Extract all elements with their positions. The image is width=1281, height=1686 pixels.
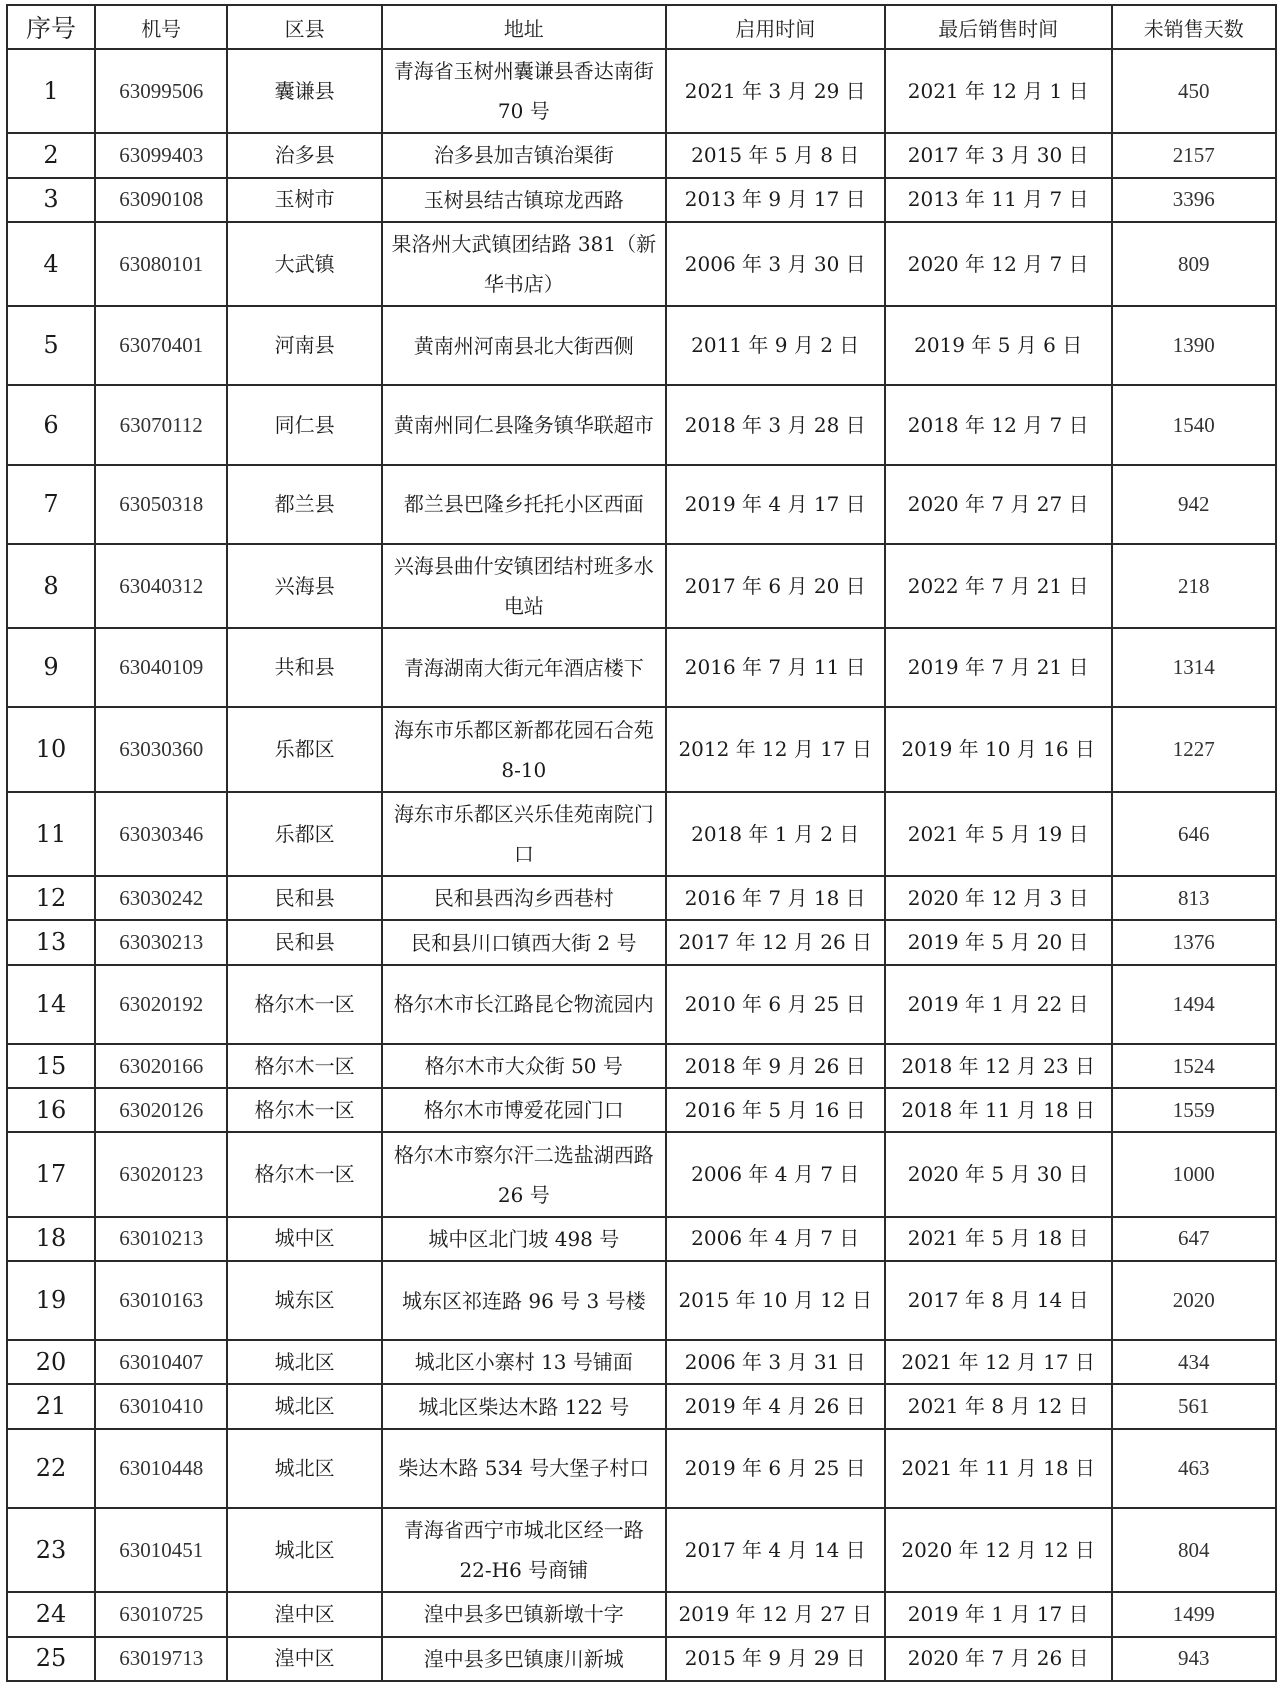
cell-district: 河南县 xyxy=(227,306,382,385)
cell-last-sale-date: 2020 年 7 月 26 日 xyxy=(885,1637,1112,1682)
cell-district: 乐都区 xyxy=(227,792,382,876)
cell-seq: 14 xyxy=(7,965,95,1044)
cell-unsold-days: 1494 xyxy=(1112,965,1276,1044)
cell-seq: 8 xyxy=(7,544,95,628)
cell-start-date: 2018 年 9 月 26 日 xyxy=(666,1044,885,1088)
cell-unsold-days: 804 xyxy=(1112,1508,1276,1592)
cell-address: 湟中县多巴镇新墩十字 xyxy=(382,1592,666,1636)
cell-address: 民和县西沟乡西巷村 xyxy=(382,876,666,920)
cell-machine-no: 63030360 xyxy=(95,707,227,791)
cell-district: 城北区 xyxy=(227,1384,382,1428)
table-row xyxy=(7,1384,1276,1428)
cell-machine-no: 63019713 xyxy=(95,1637,227,1682)
cell-district: 城北区 xyxy=(227,1429,382,1508)
table-row xyxy=(7,1217,1276,1261)
table-row xyxy=(7,792,1276,876)
cell-district: 大武镇 xyxy=(227,222,382,306)
cell-address: 城东区祁连路 96 号 3 号楼 xyxy=(382,1261,666,1340)
cell-start-date: 2015 年 5 月 8 日 xyxy=(666,133,885,177)
cell-start-date: 2017 年 12 月 26 日 xyxy=(666,920,885,964)
table-body xyxy=(7,49,1276,1681)
cell-address: 城北区小寨村 13 号铺面 xyxy=(382,1340,666,1384)
cell-address: 格尔木市察尔汗二选盐湖西路 26 号 xyxy=(382,1132,666,1216)
cell-seq: 11 xyxy=(7,792,95,876)
cell-unsold-days: 1000 xyxy=(1112,1132,1276,1216)
table-row xyxy=(7,1592,1276,1636)
cell-address: 城中区北门坡 498 号 xyxy=(382,1217,666,1261)
cell-seq: 17 xyxy=(7,1132,95,1216)
cell-start-date: 2018 年 3 月 28 日 xyxy=(666,385,885,464)
cell-address: 玉树县结古镇琼龙西路 xyxy=(382,178,666,222)
cell-district: 同仁县 xyxy=(227,385,382,464)
cell-unsold-days: 1559 xyxy=(1112,1088,1276,1132)
cell-unsold-days: 450 xyxy=(1112,49,1276,133)
cell-seq: 1 xyxy=(7,49,95,133)
header-last-sale-date: 最后销售时间 xyxy=(885,5,1112,49)
cell-district: 民和县 xyxy=(227,920,382,964)
cell-district: 乐都区 xyxy=(227,707,382,791)
cell-district: 玉树市 xyxy=(227,178,382,222)
cell-last-sale-date: 2019 年 5 月 6 日 xyxy=(885,306,1112,385)
cell-last-sale-date: 2020 年 12 月 7 日 xyxy=(885,222,1112,306)
cell-seq: 25 xyxy=(7,1637,95,1682)
cell-unsold-days: 1314 xyxy=(1112,628,1276,707)
table-row xyxy=(7,1508,1276,1592)
cell-last-sale-date: 2019 年 1 月 22 日 xyxy=(885,965,1112,1044)
table-row xyxy=(7,1044,1276,1088)
cell-last-sale-date: 2019 年 10 月 16 日 xyxy=(885,707,1112,791)
cell-district: 共和县 xyxy=(227,628,382,707)
cell-unsold-days: 1390 xyxy=(1112,306,1276,385)
cell-start-date: 2019 年 4 月 17 日 xyxy=(666,465,885,544)
cell-address: 治多县加吉镇治渠街 xyxy=(382,133,666,177)
cell-last-sale-date: 2019 年 7 月 21 日 xyxy=(885,628,1112,707)
cell-last-sale-date: 2018 年 11 月 18 日 xyxy=(885,1088,1112,1132)
cell-start-date: 2015 年 9 月 29 日 xyxy=(666,1637,885,1682)
cell-unsold-days: 2020 xyxy=(1112,1261,1276,1340)
cell-machine-no: 63099506 xyxy=(95,49,227,133)
header-unsold-days: 未销售天数 xyxy=(1112,5,1276,49)
cell-start-date: 2010 年 6 月 25 日 xyxy=(666,965,885,1044)
cell-last-sale-date: 2020 年 5 月 30 日 xyxy=(885,1132,1112,1216)
cell-seq: 7 xyxy=(7,465,95,544)
table-row xyxy=(7,628,1276,707)
cell-unsold-days: 218 xyxy=(1112,544,1276,628)
cell-unsold-days: 3396 xyxy=(1112,178,1276,222)
cell-machine-no: 63070401 xyxy=(95,306,227,385)
cell-address: 果洛州大武镇团结路 381（新华书店） xyxy=(382,222,666,306)
cell-machine-no: 63020166 xyxy=(95,1044,227,1088)
cell-machine-no: 63010410 xyxy=(95,1384,227,1428)
cell-district: 格尔木一区 xyxy=(227,1088,382,1132)
cell-start-date: 2012 年 12 月 17 日 xyxy=(666,707,885,791)
cell-address: 格尔木市大众街 50 号 xyxy=(382,1044,666,1088)
cell-last-sale-date: 2021 年 8 月 12 日 xyxy=(885,1384,1112,1428)
cell-last-sale-date: 2017 年 3 月 30 日 xyxy=(885,133,1112,177)
cell-address: 黄南州同仁县隆务镇华联超市 xyxy=(382,385,666,464)
cell-start-date: 2017 年 6 月 20 日 xyxy=(666,544,885,628)
cell-machine-no: 63010725 xyxy=(95,1592,227,1636)
cell-machine-no: 63070112 xyxy=(95,385,227,464)
table-row xyxy=(7,1261,1276,1340)
cell-unsold-days: 561 xyxy=(1112,1384,1276,1428)
cell-last-sale-date: 2021 年 12 月 1 日 xyxy=(885,49,1112,133)
cell-machine-no: 63080101 xyxy=(95,222,227,306)
table-row xyxy=(7,1429,1276,1508)
cell-seq: 16 xyxy=(7,1088,95,1132)
cell-machine-no: 63030213 xyxy=(95,920,227,964)
cell-machine-no: 63040109 xyxy=(95,628,227,707)
cell-unsold-days: 1376 xyxy=(1112,920,1276,964)
cell-seq: 3 xyxy=(7,178,95,222)
table-row xyxy=(7,222,1276,306)
table-row xyxy=(7,49,1276,133)
cell-machine-no: 63040312 xyxy=(95,544,227,628)
table-row xyxy=(7,1088,1276,1132)
cell-unsold-days: 434 xyxy=(1112,1340,1276,1384)
cell-last-sale-date: 2018 年 12 月 23 日 xyxy=(885,1044,1112,1088)
cell-last-sale-date: 2020 年 12 月 12 日 xyxy=(885,1508,1112,1592)
cell-address: 民和县川口镇西大街 2 号 xyxy=(382,920,666,964)
cell-unsold-days: 1540 xyxy=(1112,385,1276,464)
cell-district: 治多县 xyxy=(227,133,382,177)
cell-machine-no: 63050318 xyxy=(95,465,227,544)
table-row xyxy=(7,876,1276,920)
cell-district: 都兰县 xyxy=(227,465,382,544)
cell-seq: 22 xyxy=(7,1429,95,1508)
table-row xyxy=(7,1340,1276,1384)
cell-last-sale-date: 2013 年 11 月 7 日 xyxy=(885,178,1112,222)
cell-start-date: 2016 年 7 月 11 日 xyxy=(666,628,885,707)
cell-last-sale-date: 2019 年 5 月 20 日 xyxy=(885,920,1112,964)
cell-seq: 21 xyxy=(7,1384,95,1428)
cell-start-date: 2006 年 3 月 30 日 xyxy=(666,222,885,306)
cell-unsold-days: 813 xyxy=(1112,876,1276,920)
cell-start-date: 2019 年 6 月 25 日 xyxy=(666,1429,885,1508)
cell-address: 青海省西宁市城北区经一路 22-H6 号商铺 xyxy=(382,1508,666,1592)
cell-seq: 10 xyxy=(7,707,95,791)
cell-unsold-days: 2157 xyxy=(1112,133,1276,177)
cell-start-date: 2021 年 3 月 29 日 xyxy=(666,49,885,133)
cell-start-date: 2016 年 7 月 18 日 xyxy=(666,876,885,920)
header-seq: 序号 xyxy=(7,5,95,49)
cell-seq: 23 xyxy=(7,1508,95,1592)
cell-district: 民和县 xyxy=(227,876,382,920)
cell-district: 兴海县 xyxy=(227,544,382,628)
table-row xyxy=(7,178,1276,222)
cell-seq: 12 xyxy=(7,876,95,920)
cell-start-date: 2018 年 1 月 2 日 xyxy=(666,792,885,876)
cell-district: 城中区 xyxy=(227,1217,382,1261)
cell-unsold-days: 942 xyxy=(1112,465,1276,544)
cell-unsold-days: 943 xyxy=(1112,1637,1276,1682)
cell-unsold-days: 1499 xyxy=(1112,1592,1276,1636)
header-district: 区县 xyxy=(227,5,382,49)
cell-unsold-days: 646 xyxy=(1112,792,1276,876)
table-row xyxy=(7,1637,1276,1682)
cell-last-sale-date: 2017 年 8 月 14 日 xyxy=(885,1261,1112,1340)
cell-start-date: 2006 年 4 月 7 日 xyxy=(666,1217,885,1261)
header-address: 地址 xyxy=(382,5,666,49)
cell-start-date: 2011 年 9 月 2 日 xyxy=(666,306,885,385)
cell-last-sale-date: 2020 年 12 月 3 日 xyxy=(885,876,1112,920)
cell-district: 城北区 xyxy=(227,1340,382,1384)
cell-district: 囊谦县 xyxy=(227,49,382,133)
cell-machine-no: 63030346 xyxy=(95,792,227,876)
cell-start-date: 2015 年 10 月 12 日 xyxy=(666,1261,885,1340)
cell-address: 格尔木市长江路昆仑物流园内 xyxy=(382,965,666,1044)
cell-machine-no: 63010213 xyxy=(95,1217,227,1261)
cell-machine-no: 63010163 xyxy=(95,1261,227,1340)
cell-machine-no: 63010451 xyxy=(95,1508,227,1592)
cell-address: 黄南州河南县北大街西侧 xyxy=(382,306,666,385)
cell-seq: 6 xyxy=(7,385,95,464)
cell-district: 格尔木一区 xyxy=(227,965,382,1044)
cell-seq: 19 xyxy=(7,1261,95,1340)
cell-seq: 2 xyxy=(7,133,95,177)
table-row xyxy=(7,1132,1276,1216)
data-table xyxy=(6,4,1277,1682)
table-row xyxy=(7,920,1276,964)
cell-machine-no: 63099403 xyxy=(95,133,227,177)
cell-last-sale-date: 2018 年 12 月 7 日 xyxy=(885,385,1112,464)
cell-last-sale-date: 2021 年 12 月 17 日 xyxy=(885,1340,1112,1384)
cell-district: 城东区 xyxy=(227,1261,382,1340)
cell-machine-no: 63010407 xyxy=(95,1340,227,1384)
cell-unsold-days: 463 xyxy=(1112,1429,1276,1508)
cell-district: 格尔木一区 xyxy=(227,1132,382,1216)
cell-machine-no: 63020192 xyxy=(95,965,227,1044)
table-row xyxy=(7,707,1276,791)
cell-seq: 24 xyxy=(7,1592,95,1636)
table-row xyxy=(7,385,1276,464)
header-start-date: 启用时间 xyxy=(666,5,885,49)
cell-district: 湟中区 xyxy=(227,1592,382,1636)
cell-last-sale-date: 2021 年 5 月 18 日 xyxy=(885,1217,1112,1261)
cell-machine-no: 63020126 xyxy=(95,1088,227,1132)
header-row xyxy=(7,5,1276,49)
cell-address: 海东市乐都区兴乐佳苑南院门口 xyxy=(382,792,666,876)
cell-address: 格尔木市博爱花园门口 xyxy=(382,1088,666,1132)
cell-seq: 13 xyxy=(7,920,95,964)
cell-address: 柴达木路 534 号大堡子村口 xyxy=(382,1429,666,1508)
cell-seq: 18 xyxy=(7,1217,95,1261)
table-row xyxy=(7,465,1276,544)
cell-machine-no: 63090108 xyxy=(95,178,227,222)
cell-last-sale-date: 2021 年 5 月 19 日 xyxy=(885,792,1112,876)
cell-last-sale-date: 2022 年 7 月 21 日 xyxy=(885,544,1112,628)
table-row xyxy=(7,133,1276,177)
cell-address: 湟中县多巴镇康川新城 xyxy=(382,1637,666,1682)
cell-seq: 20 xyxy=(7,1340,95,1384)
cell-start-date: 2016 年 5 月 16 日 xyxy=(666,1088,885,1132)
cell-address: 青海省玉树州囊谦县香达南街 70 号 xyxy=(382,49,666,133)
cell-machine-no: 63010448 xyxy=(95,1429,227,1508)
cell-last-sale-date: 2019 年 1 月 17 日 xyxy=(885,1592,1112,1636)
cell-start-date: 2019 年 4 月 26 日 xyxy=(666,1384,885,1428)
cell-machine-no: 63020123 xyxy=(95,1132,227,1216)
cell-start-date: 2013 年 9 月 17 日 xyxy=(666,178,885,222)
cell-start-date: 2006 年 3 月 31 日 xyxy=(666,1340,885,1384)
cell-district: 城北区 xyxy=(227,1508,382,1592)
table-row xyxy=(7,544,1276,628)
cell-seq: 9 xyxy=(7,628,95,707)
cell-start-date: 2017 年 4 月 14 日 xyxy=(666,1508,885,1592)
cell-address: 都兰县巴隆乡托托小区西面 xyxy=(382,465,666,544)
header-machine-no: 机号 xyxy=(95,5,227,49)
cell-seq: 4 xyxy=(7,222,95,306)
table-row xyxy=(7,965,1276,1044)
cell-unsold-days: 809 xyxy=(1112,222,1276,306)
cell-last-sale-date: 2020 年 7 月 27 日 xyxy=(885,465,1112,544)
table-row xyxy=(7,306,1276,385)
cell-seq: 5 xyxy=(7,306,95,385)
cell-address: 青海湖南大街元年酒店楼下 xyxy=(382,628,666,707)
cell-address: 城北区柴达木路 122 号 xyxy=(382,1384,666,1428)
cell-start-date: 2019 年 12 月 27 日 xyxy=(666,1592,885,1636)
cell-start-date: 2006 年 4 月 7 日 xyxy=(666,1132,885,1216)
cell-unsold-days: 647 xyxy=(1112,1217,1276,1261)
cell-address: 海东市乐都区新都花园石合苑 8-10 xyxy=(382,707,666,791)
cell-last-sale-date: 2021 年 11 月 18 日 xyxy=(885,1429,1112,1508)
cell-district: 格尔木一区 xyxy=(227,1044,382,1088)
cell-unsold-days: 1524 xyxy=(1112,1044,1276,1088)
cell-address: 兴海县曲什安镇团结村班多水电站 xyxy=(382,544,666,628)
cell-seq: 15 xyxy=(7,1044,95,1088)
cell-machine-no: 63030242 xyxy=(95,876,227,920)
cell-unsold-days: 1227 xyxy=(1112,707,1276,791)
cell-district: 湟中区 xyxy=(227,1637,382,1682)
